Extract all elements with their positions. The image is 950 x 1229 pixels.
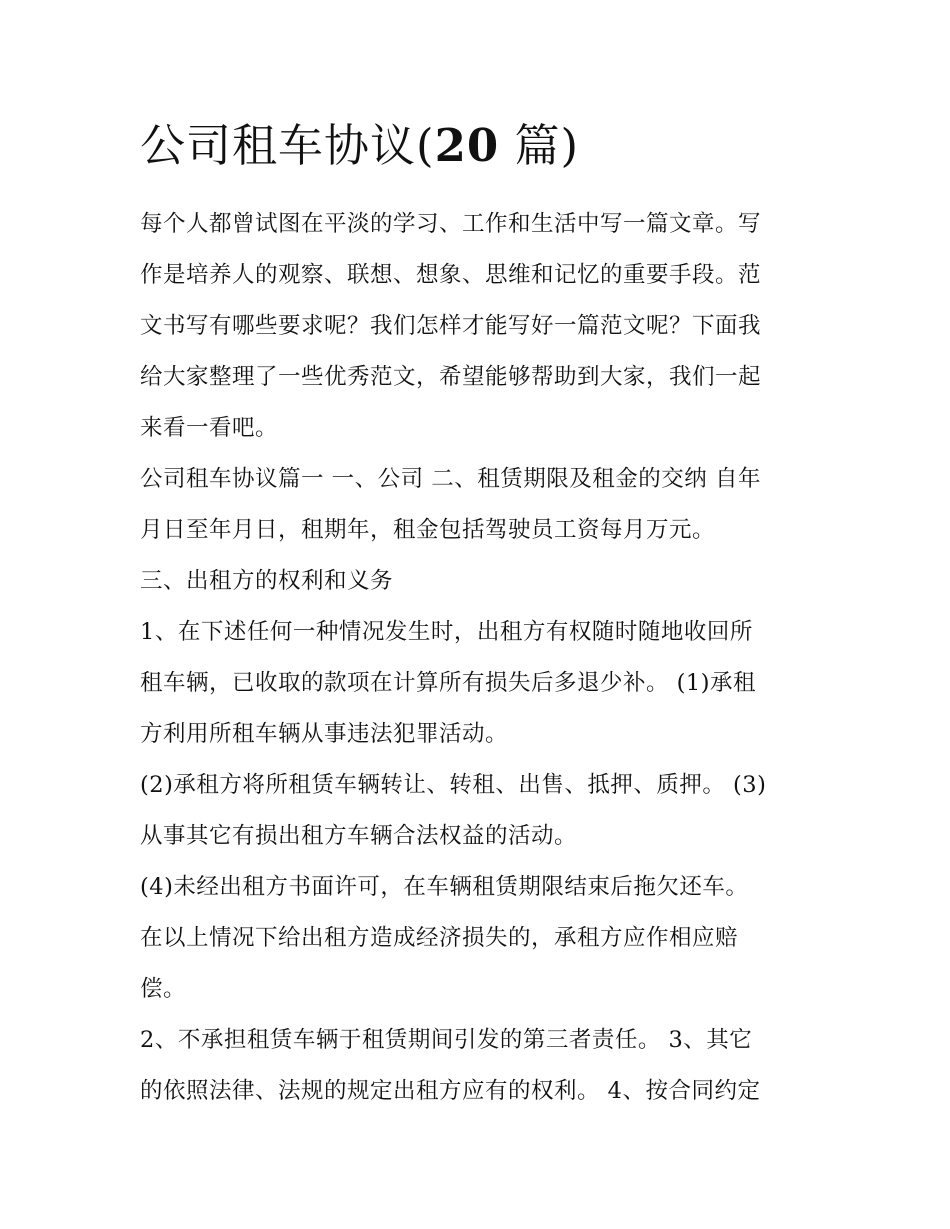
text-line: 方利用所租车辆从事违法犯罪活动。	[140, 721, 509, 747]
text-line: 每个人都曾试图在平淡的学习、工作和生活中写一篇文章。写	[140, 211, 762, 237]
text-line: 三、出租方的权利和义务	[140, 568, 394, 594]
paragraph-intro	[140, 199, 815, 454]
section-heading-lessor-rights	[140, 556, 815, 607]
text-line: 作是培养人的观察、联想、想象、思维和记忆的重要手段。范	[140, 262, 762, 288]
text-line: (4)未经出租方书面许可，在车辆租赁期限结束后拖欠还车。	[140, 874, 749, 900]
text-line: 在以上情况下给出租方造成经济损失的，承租方应作相应赔	[140, 925, 739, 951]
text-line: 的依照法律、法规的规定出租方应有的权利。 4、按合同约定	[140, 1078, 761, 1104]
title-prefix: 公司租车协议(	[140, 119, 435, 172]
text-line: 2、不承担租赁车辆于租赁期间引发的第三者责任。 3、其它	[140, 1027, 753, 1053]
paragraph-agreement-term	[140, 454, 815, 556]
text-line: 1、在下述任何一种情况发生时，出租方有权随时随地收回所	[140, 619, 753, 645]
text-line: 文书写有哪些要求呢？我们怎样才能写好一篇范文呢？下面我	[140, 313, 762, 339]
text-line: 给大家整理了一些优秀范文，希望能够帮助到大家，我们一起	[140, 364, 762, 390]
title-number: 20	[434, 119, 500, 172]
text-line: 月日至年月日，租期年，租金包括驾驶员工资每月万元。	[140, 517, 716, 543]
title-suffix: 篇)	[499, 119, 580, 172]
text-line: 租车辆，已收取的款项在计算所有损失后多退少补。 (1)承租	[140, 670, 757, 696]
text-line: (2)承租方将所租赁车辆转让、转租、出售、抵押、质押。 (3)	[140, 772, 767, 798]
paragraph-clause-1	[140, 607, 815, 760]
paragraph-clause-2-3	[140, 760, 815, 862]
text-line: 从事其它有损出租方车辆合法权益的活动。	[140, 823, 578, 849]
document-page	[140, 112, 815, 1117]
document-title	[140, 112, 815, 180]
paragraph-clause-4	[140, 862, 815, 1015]
document-body	[140, 199, 815, 1117]
text-line: 来看一看吧。	[140, 415, 279, 441]
paragraph-clauses-2-4	[140, 1015, 815, 1117]
text-line: 偿。	[140, 976, 187, 1002]
text-line: 公司租车协议篇一 一、公司 二、租赁期限及租金的交纳 自年	[140, 466, 761, 492]
